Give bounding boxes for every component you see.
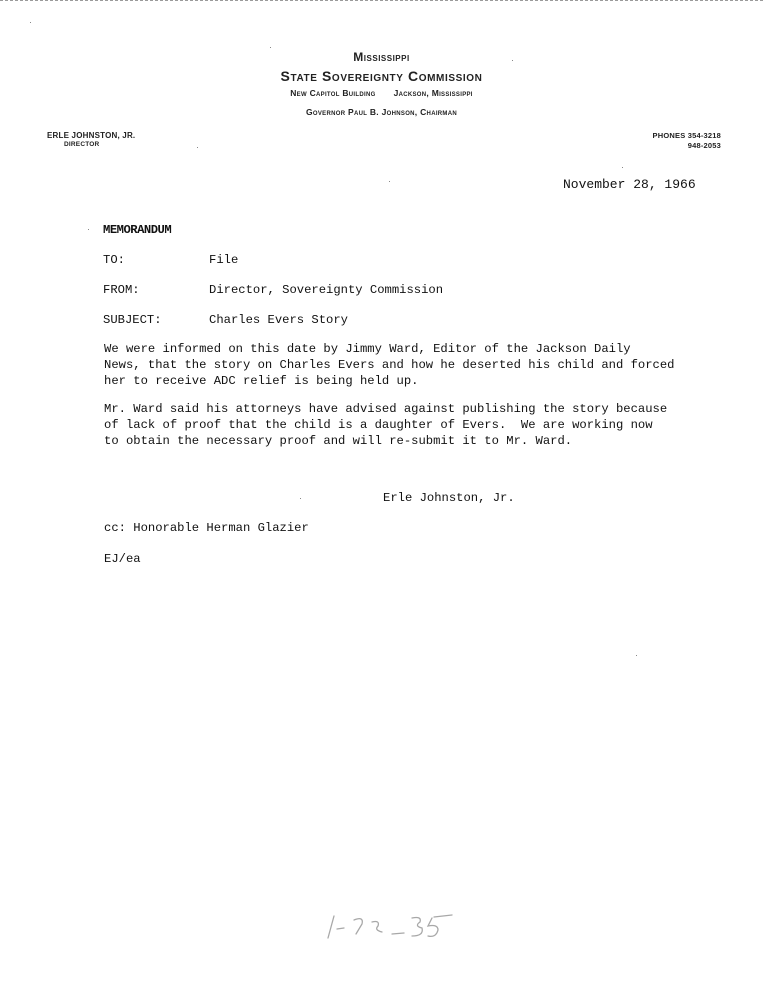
handwritten-archive-mark — [320, 912, 470, 944]
letterhead-phones-second: 948-2053 — [687, 141, 721, 150]
page-top-border — [0, 0, 763, 1]
signature: Erle Johnston, Jr. — [383, 491, 515, 505]
letterhead-phones: PHONES 354-3218 — [652, 131, 721, 140]
scan-speck — [88, 229, 89, 230]
from-label: FROM: — [103, 283, 140, 297]
scan-speck — [389, 181, 390, 182]
subject-value: Charles Evers Story — [209, 313, 348, 327]
cc-line: cc: Honorable Herman Glazier — [104, 521, 309, 535]
letterhead-governor: Governor Paul B. Johnson, Chairman — [306, 107, 457, 117]
memo-date: November 28, 1966 — [563, 177, 696, 192]
scan-speck — [622, 167, 623, 168]
letterhead-director-name: ERLE JOHNSTON, JR. — [47, 131, 136, 140]
scan-speck — [512, 60, 513, 61]
letterhead-director-title: DIRECTOR — [64, 141, 100, 148]
subject-label: SUBJECT: — [103, 313, 162, 327]
letterhead-commission: State Sovereignty Commission — [280, 68, 483, 84]
scan-speck — [197, 147, 198, 148]
memo-paragraph-2: Mr. Ward said his attorneys have advised against publishing the story because of lack of proof that the child is a daughter of Evers. We are working now to obtain the necessary proof and will re-submit it to Mr. Ward. — [104, 402, 668, 448]
letterhead-city: Jackson, Mississippi — [393, 88, 473, 98]
to-value: File — [209, 253, 239, 267]
memo-paragraph-1: We were informed on this date by Jimmy Ward, Editor of the Jackson Daily News, that the story on Charles Evers and how he deserted his child and forced her to receive ADC relief is being held up. — [104, 342, 675, 388]
typist-initials: EJ/ea — [104, 552, 141, 566]
scan-speck — [270, 47, 271, 48]
from-value: Director, Sovereignty Commission — [209, 283, 444, 297]
scan-speck — [300, 498, 301, 499]
scan-speck — [636, 655, 637, 656]
letterhead-state: Mississippi — [353, 50, 410, 64]
scan-speck — [30, 22, 31, 23]
to-label: TO: — [103, 253, 125, 267]
letterhead-address — [0, 88, 763, 98]
letterhead-building: New Capitol Building — [290, 88, 376, 98]
memo-heading: MEMORANDUM — [103, 223, 172, 237]
